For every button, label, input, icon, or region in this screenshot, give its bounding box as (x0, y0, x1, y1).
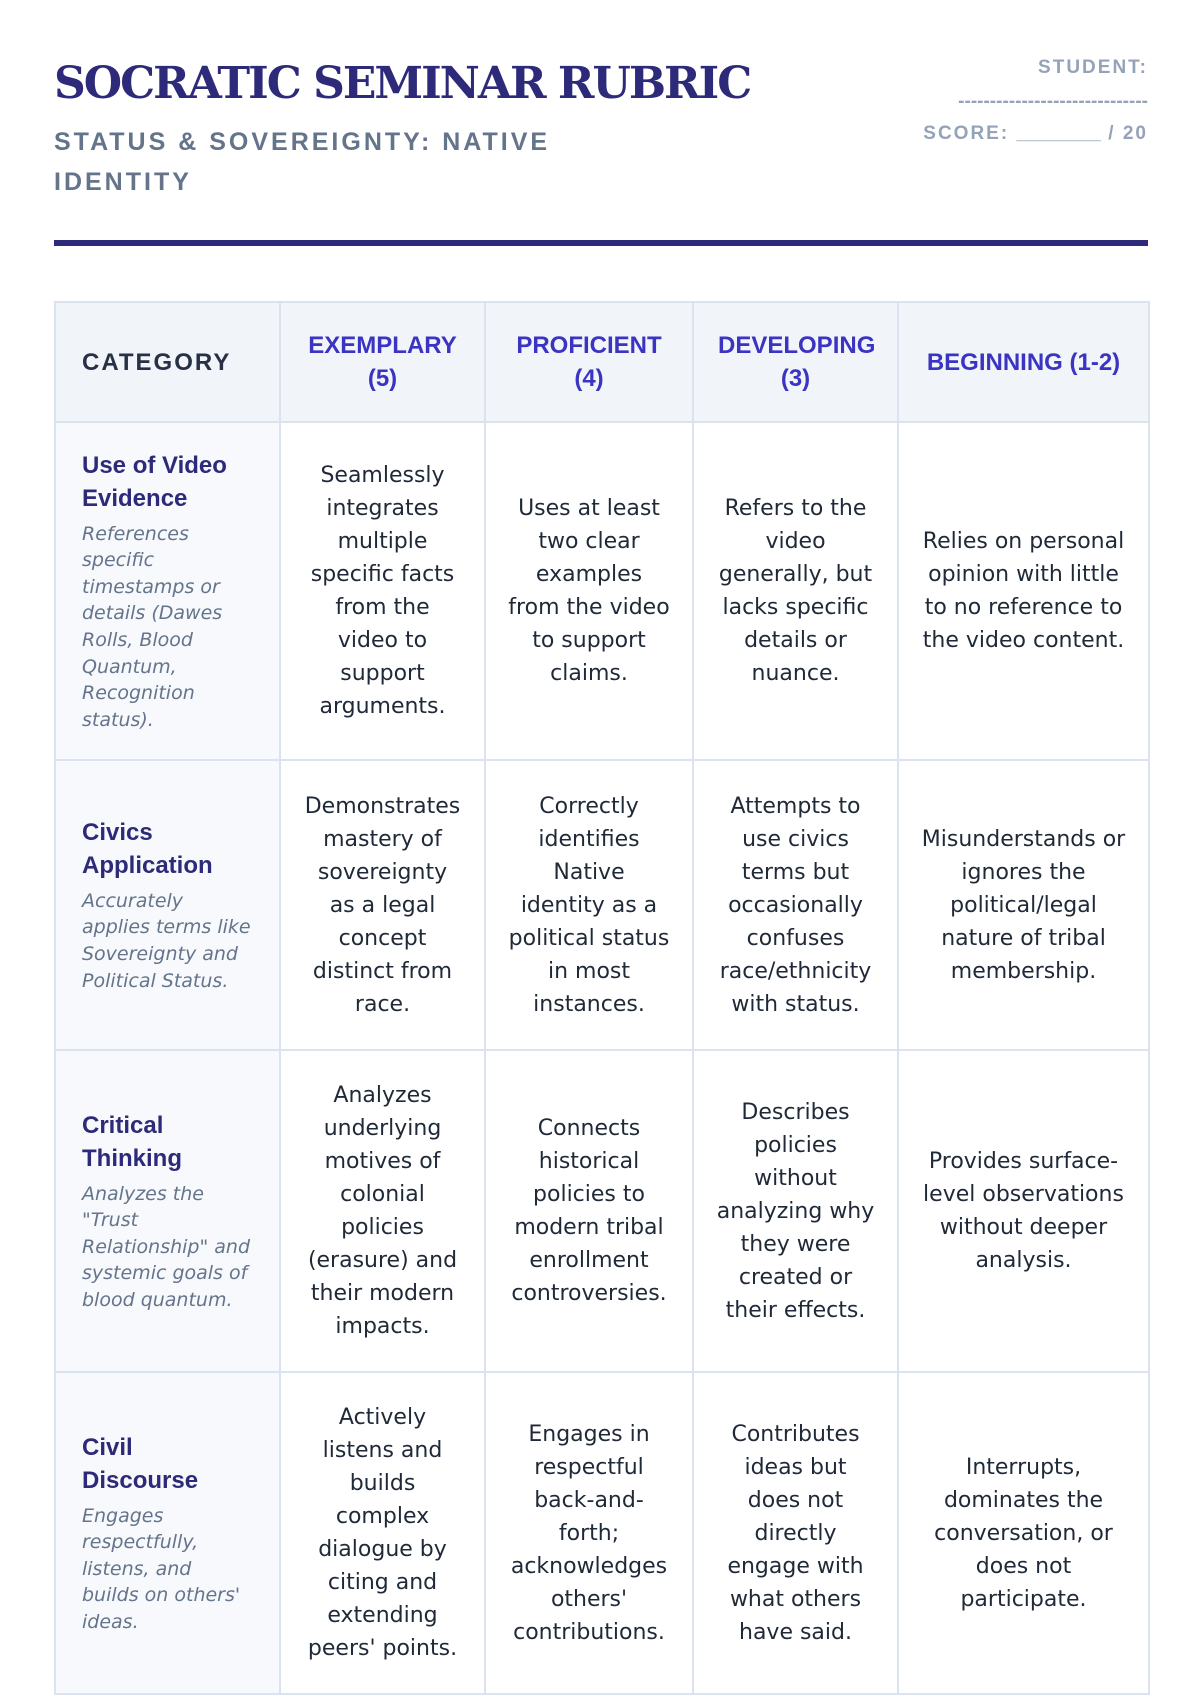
column-header-proficient: PROFICIENT (4) (485, 302, 693, 422)
column-header-exemplary: EXEMPLARY (5) (280, 302, 485, 422)
student-name-line: ------------------------------ (958, 91, 1148, 112)
proficient-cell: Connects historical policies to modern tribal enrollment controversies. (485, 1050, 693, 1372)
table-row (55, 1050, 1149, 1372)
category-description: References specific timestamps or details (Dawes Rolls, Blood Quantum, Recognition status). (82, 522, 223, 731)
category-cell (55, 1050, 280, 1372)
rubric-page (54, 0, 1148, 1661)
table-row (55, 1372, 1149, 1694)
category-description: Analyzes the "Trust Relationship" and systemic goals of blood quantum. (82, 1182, 251, 1311)
table-header-row (55, 302, 1149, 422)
score-line (923, 122, 1148, 146)
developing-cell: Contributes ideas but does not directly engage with what others have said. (693, 1372, 898, 1694)
category-title: Civil Discourse (82, 1433, 199, 1494)
category-title: Critical Thinking (82, 1111, 182, 1172)
category-title: Civics Application (82, 818, 213, 879)
score-blank: ________ (1016, 123, 1102, 144)
page-title: SOCRATIC SEMINAR RUBRIC (54, 58, 751, 109)
student-label: STUDENT: (1038, 57, 1148, 78)
rubric-table (54, 301, 1150, 1695)
developing-cell: Refers to the video generally, but lacks specific details or nuance. (693, 422, 898, 760)
table-row (55, 422, 1149, 760)
category-cell (55, 1372, 280, 1694)
category-cell (55, 760, 280, 1050)
exemplary-cell: Demonstrates mastery of sovereignty as a legal concept distinct from race. (280, 760, 485, 1050)
beginning-cell: Misunderstands or ignores the political/legal nature of tribal membership. (898, 760, 1149, 1050)
header (54, 56, 1148, 196)
developing-cell: Attempts to use civics terms but occasionally confuses race/ethnicity with status. (693, 760, 898, 1050)
page-subtitle: STATUS & SOVEREIGNTY: NATIVE IDENTITY (54, 128, 551, 196)
column-header-beginning: BEGINNING (1-2) (898, 302, 1149, 422)
developing-cell: Describes policies without analyzing why they were created or their effects. (693, 1050, 898, 1372)
exemplary-cell: Actively listens and builds complex dialogue by citing and extending peers' points. (280, 1372, 485, 1694)
score-label: SCORE: (923, 123, 1010, 144)
table-row (55, 760, 1149, 1050)
beginning-cell: Provides surface-level observations without deeper analysis. (898, 1050, 1149, 1372)
header-divider (54, 240, 1148, 246)
category-title: Use of Video Evidence (82, 451, 227, 512)
category-description: Accurately applies terms like Sovereignty and Political Status. (82, 889, 251, 992)
column-header-developing: DEVELOPING (3) (693, 302, 898, 422)
column-header-category: CATEGORY (55, 302, 280, 422)
beginning-cell: Relies on personal opinion with little to no reference to the video content. (898, 422, 1149, 760)
proficient-cell: Correctly identifies Native identity as a political status in most instances. (485, 760, 693, 1050)
category-description: Engages respectfully, listens, and builds on others' ideas. (82, 1504, 241, 1633)
exemplary-cell: Seamlessly integrates multiple specific facts from the video to support arguments. (280, 422, 485, 760)
beginning-cell: Interrupts, dominates the conversation, or does not participate. (898, 1372, 1149, 1694)
category-cell (55, 422, 280, 760)
proficient-cell: Engages in respectful back-and-forth; acknowledges others' contributions. (485, 1372, 693, 1694)
exemplary-cell: Analyzes underlying motives of colonial policies (erasure) and their modern impacts. (280, 1050, 485, 1372)
score-total: / 20 (1108, 123, 1148, 144)
proficient-cell: Uses at least two clear examples from the video to support claims. (485, 422, 693, 760)
